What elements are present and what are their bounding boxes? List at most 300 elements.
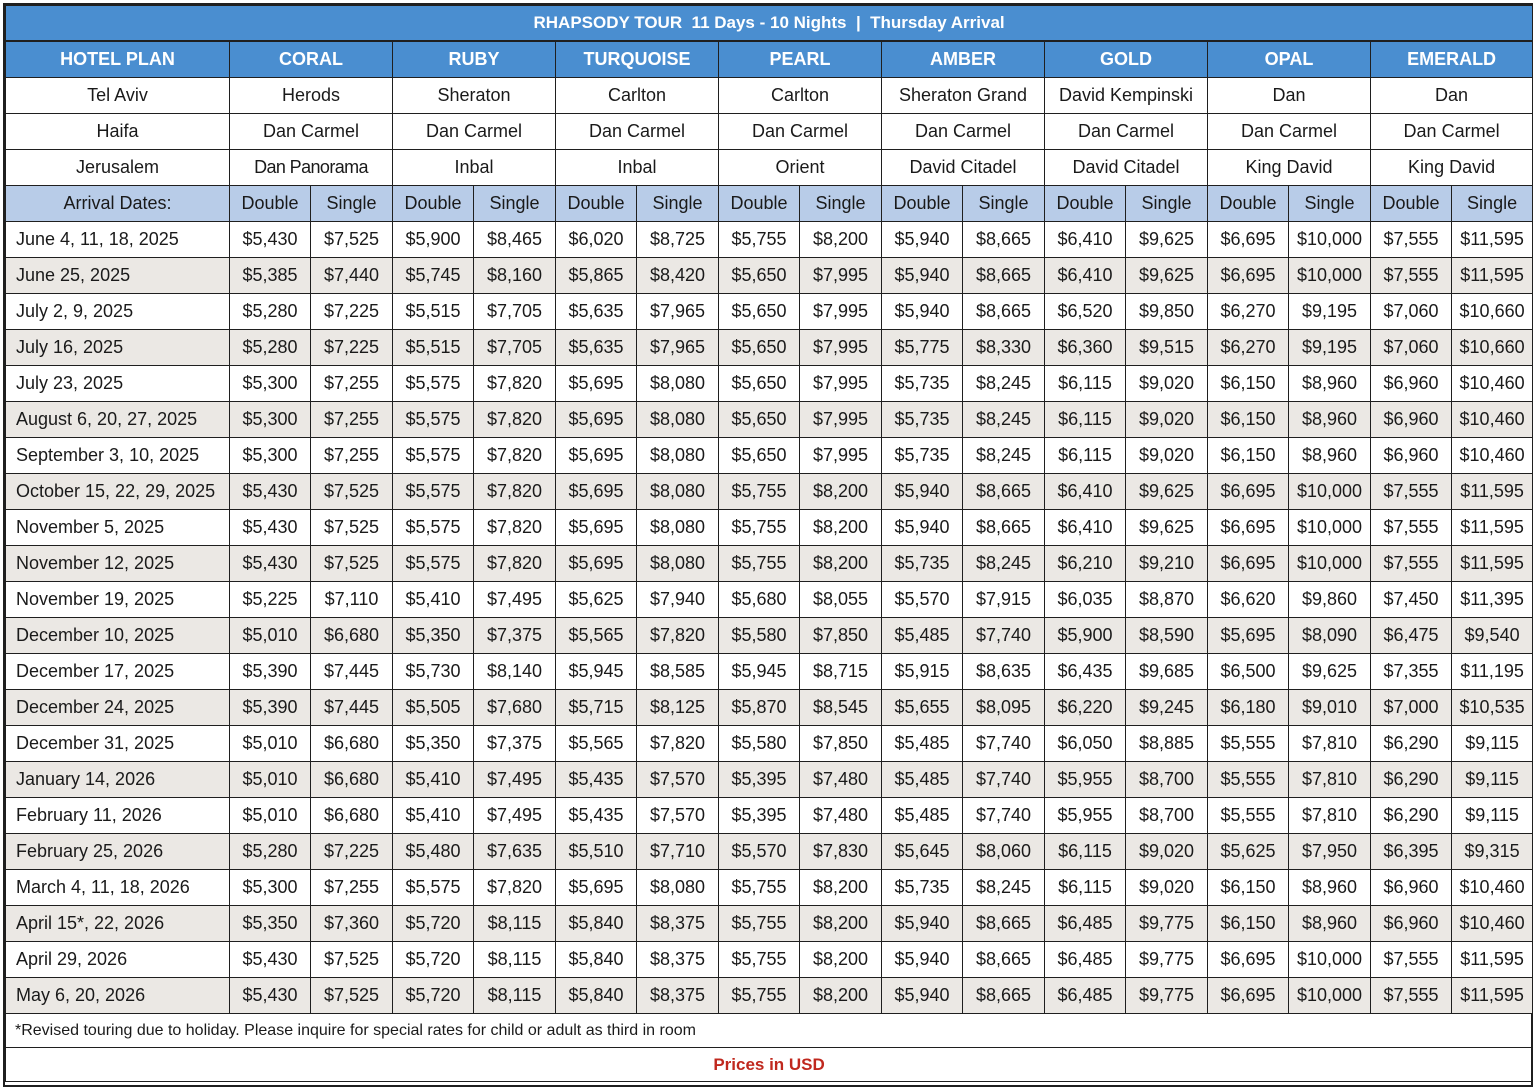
single-price-cell: $7,680: [474, 690, 556, 726]
double-price-cell: $6,150: [1208, 906, 1289, 942]
single-price-cell: $9,775: [1126, 906, 1208, 942]
single-price-cell: $7,995: [800, 438, 882, 474]
single-price-cell: $7,850: [800, 618, 882, 654]
plan-header-amber: AMBER: [882, 41, 1045, 78]
single-price-cell: $10,000: [1289, 978, 1371, 1014]
double-price-cell: $5,390: [230, 690, 311, 726]
double-price-cell: $5,555: [1208, 798, 1289, 834]
double-price-cell: $5,435: [556, 798, 637, 834]
single-price-cell: $10,660: [1452, 330, 1533, 366]
table-row: [6, 366, 1533, 402]
single-price-cell: $9,115: [1452, 798, 1533, 834]
footnote-row: [6, 1014, 1533, 1048]
arrival-date-cell: May 6, 20, 2026: [6, 978, 230, 1014]
double-price-cell: $5,430: [230, 510, 311, 546]
hotel-name-cell: Dan: [1371, 78, 1533, 114]
double-price-cell: $5,280: [230, 330, 311, 366]
double-price-cell: $5,410: [393, 582, 474, 618]
single-price-cell: $7,820: [474, 366, 556, 402]
double-price-cell: $6,960: [1371, 402, 1452, 438]
double-price-cell: $5,735: [882, 546, 963, 582]
single-price-cell: $8,465: [474, 222, 556, 258]
hotel-name-cell: Dan Carmel: [1371, 114, 1533, 150]
double-price-cell: $5,010: [230, 618, 311, 654]
double-price-cell: $5,430: [230, 978, 311, 1014]
double-price-cell: $6,150: [1208, 870, 1289, 906]
single-price-cell: $8,115: [474, 978, 556, 1014]
single-price-cell: $9,860: [1289, 582, 1371, 618]
double-price-cell: $5,755: [719, 942, 800, 978]
single-price-cell: $9,195: [1289, 294, 1371, 330]
double-price-cell: $5,300: [230, 870, 311, 906]
single-price-cell: $7,820: [474, 510, 556, 546]
city-label: Tel Aviv: [6, 78, 230, 114]
single-price-cell: $8,375: [637, 978, 719, 1014]
arrival-date-cell: February 25, 2026: [6, 834, 230, 870]
single-price-cell: $7,820: [474, 402, 556, 438]
double-price-cell: $5,570: [719, 834, 800, 870]
double-price-cell: $5,940: [882, 294, 963, 330]
single-price-cell: $8,725: [637, 222, 719, 258]
single-price-cell: $7,495: [474, 762, 556, 798]
single-price-cell: $10,660: [1452, 294, 1533, 330]
double-price-cell: $5,755: [719, 906, 800, 942]
single-price-cell: $7,965: [637, 294, 719, 330]
table-row: [6, 222, 1533, 258]
double-price-cell: $5,410: [393, 798, 474, 834]
hotel-name-cell: Herods: [230, 78, 393, 114]
single-price-cell: $8,420: [637, 258, 719, 294]
single-price-cell: $7,570: [637, 798, 719, 834]
single-price-cell: $9,115: [1452, 726, 1533, 762]
double-price-cell: $5,940: [882, 978, 963, 1014]
table-row: [6, 618, 1533, 654]
arrival-date-cell: October 15, 22, 29, 2025: [6, 474, 230, 510]
double-price-cell: $6,960: [1371, 870, 1452, 906]
single-price-cell: $8,080: [637, 402, 719, 438]
table-row: [6, 798, 1533, 834]
double-price-cell: $5,840: [556, 906, 637, 942]
double-price-cell: $5,940: [882, 222, 963, 258]
single-price-cell: $10,460: [1452, 438, 1533, 474]
double-price-cell: $7,555: [1371, 978, 1452, 1014]
double-price-cell: $5,430: [230, 546, 311, 582]
single-price-cell: $7,740: [963, 726, 1045, 762]
price-table-sheet: [3, 3, 1533, 1087]
single-price-cell: $11,395: [1452, 582, 1533, 618]
single-price-cell: $7,995: [800, 402, 882, 438]
hotel-name-cell: Dan Panorama: [230, 150, 393, 186]
single-price-cell: $8,095: [963, 690, 1045, 726]
double-price-cell: $6,150: [1208, 438, 1289, 474]
double-price-cell: $6,475: [1371, 618, 1452, 654]
single-price-cell: $8,665: [963, 978, 1045, 1014]
plan-header-gold: GOLD: [1045, 41, 1208, 78]
double-price-cell: $5,695: [556, 870, 637, 906]
single-price-cell: $11,595: [1452, 546, 1533, 582]
single-price-cell: $8,665: [963, 906, 1045, 942]
single-price-cell: $8,545: [800, 690, 882, 726]
single-price-cell: $7,950: [1289, 834, 1371, 870]
single-price-cell: $10,000: [1289, 546, 1371, 582]
single-price-cell: $7,820: [474, 438, 556, 474]
single-price-cell: $8,080: [637, 510, 719, 546]
single-price-cell: $11,595: [1452, 942, 1533, 978]
single-price-cell: $8,080: [637, 474, 719, 510]
double-price-cell: $5,695: [556, 546, 637, 582]
table-row: [6, 294, 1533, 330]
double-price-cell: $6,035: [1045, 582, 1126, 618]
double-price-cell: $5,940: [882, 474, 963, 510]
single-price-cell: $8,245: [963, 366, 1045, 402]
double-price-cell: $5,695: [1208, 618, 1289, 654]
single-price-cell: $7,480: [800, 762, 882, 798]
single-price-cell: $10,535: [1452, 690, 1533, 726]
single-price-cell: $8,080: [637, 546, 719, 582]
single-price-cell: $8,245: [963, 546, 1045, 582]
double-price-cell: $5,840: [556, 942, 637, 978]
double-price-cell: $5,775: [882, 330, 963, 366]
hotel-name-cell: Dan Carmel: [882, 114, 1045, 150]
single-price-cell: $9,515: [1126, 330, 1208, 366]
single-price-cell: $7,740: [963, 798, 1045, 834]
arrival-date-cell: July 23, 2025: [6, 366, 230, 402]
double-price-cell: $6,695: [1208, 222, 1289, 258]
single-price-cell: $8,665: [963, 258, 1045, 294]
hotel-name-cell: Dan Carmel: [393, 114, 556, 150]
single-price-cell: $7,445: [311, 690, 393, 726]
price-table: [5, 5, 1533, 1082]
plan-header-opal: OPAL: [1208, 41, 1371, 78]
single-price-cell: $8,375: [637, 906, 719, 942]
single-price-cell: $9,020: [1126, 402, 1208, 438]
double-price-cell: $6,960: [1371, 438, 1452, 474]
single-price-cell: $8,715: [800, 654, 882, 690]
double-price-cell: $5,575: [393, 438, 474, 474]
table-row: [6, 402, 1533, 438]
table-row: [6, 546, 1533, 582]
double-price-cell: $5,695: [556, 510, 637, 546]
double-price-cell: $5,515: [393, 330, 474, 366]
arrival-date-cell: July 2, 9, 2025: [6, 294, 230, 330]
single-price-cell: $7,830: [800, 834, 882, 870]
double-price-cell: $7,000: [1371, 690, 1452, 726]
double-price-cell: $6,695: [1208, 546, 1289, 582]
single-price-cell: $7,480: [800, 798, 882, 834]
double-price-cell: $6,695: [1208, 978, 1289, 1014]
double-price-cell: $6,150: [1208, 402, 1289, 438]
double-price-cell: $7,555: [1371, 546, 1452, 582]
single-price-cell: $8,330: [963, 330, 1045, 366]
single-price-cell: $9,625: [1289, 654, 1371, 690]
double-price-cell: $5,695: [556, 402, 637, 438]
single-price-cell: $8,885: [1126, 726, 1208, 762]
double-price-cell: $5,350: [393, 726, 474, 762]
arrival-date-cell: December 31, 2025: [6, 726, 230, 762]
double-price-cell: $5,510: [556, 834, 637, 870]
single-price-cell: $6,680: [311, 798, 393, 834]
table-row: [6, 510, 1533, 546]
single-price-cell: $8,245: [963, 402, 1045, 438]
single-price-cell: $7,705: [474, 294, 556, 330]
single-price-cell: $7,810: [1289, 798, 1371, 834]
single-price-cell: $8,200: [800, 546, 882, 582]
double-price-cell: $5,735: [882, 366, 963, 402]
single-price-cell: $7,255: [311, 870, 393, 906]
double-price-cell: $5,635: [556, 294, 637, 330]
city-label: Jerusalem: [6, 150, 230, 186]
plan-header-coral: CORAL: [230, 41, 393, 78]
single-header: Single: [1126, 186, 1208, 222]
double-price-cell: $5,280: [230, 834, 311, 870]
double-price-cell: $5,575: [393, 546, 474, 582]
double-price-cell: $6,695: [1208, 942, 1289, 978]
single-price-cell: $9,020: [1126, 366, 1208, 402]
single-header: Single: [1289, 186, 1371, 222]
double-price-cell: $5,570: [882, 582, 963, 618]
city-label: Haifa: [6, 114, 230, 150]
double-price-cell: $5,350: [230, 906, 311, 942]
double-price-cell: $6,695: [1208, 510, 1289, 546]
single-price-cell: $8,960: [1289, 366, 1371, 402]
single-price-cell: $10,000: [1289, 474, 1371, 510]
double-price-cell: $5,715: [556, 690, 637, 726]
table-row: [6, 942, 1533, 978]
single-price-cell: $8,115: [474, 906, 556, 942]
hotel-name-cell: David Citadel: [882, 150, 1045, 186]
single-price-cell: $7,525: [311, 546, 393, 582]
double-price-cell: $5,695: [556, 474, 637, 510]
table-row: [6, 474, 1533, 510]
double-price-cell: $6,410: [1045, 258, 1126, 294]
single-price-cell: $8,590: [1126, 618, 1208, 654]
single-price-cell: $10,460: [1452, 906, 1533, 942]
single-price-cell: $7,635: [474, 834, 556, 870]
single-price-cell: $7,965: [637, 330, 719, 366]
single-price-cell: $7,850: [800, 726, 882, 762]
double-price-cell: $5,575: [393, 870, 474, 906]
double-price-cell: $6,620: [1208, 582, 1289, 618]
single-price-cell: $7,740: [963, 762, 1045, 798]
double-price-cell: $5,350: [393, 618, 474, 654]
double-price-cell: $6,410: [1045, 510, 1126, 546]
single-price-cell: $8,200: [800, 474, 882, 510]
single-price-cell: $11,595: [1452, 258, 1533, 294]
hotel-name-cell: David Citadel: [1045, 150, 1208, 186]
single-price-cell: $9,115: [1452, 762, 1533, 798]
double-price-cell: $5,515: [393, 294, 474, 330]
double-price-cell: $5,480: [393, 834, 474, 870]
hotel-name-cell: Sheraton: [393, 78, 556, 114]
double-price-cell: $5,650: [719, 402, 800, 438]
single-price-cell: $10,000: [1289, 510, 1371, 546]
single-price-cell: $7,225: [311, 330, 393, 366]
single-price-cell: $9,850: [1126, 294, 1208, 330]
table-row: [6, 978, 1533, 1014]
table-row: [6, 582, 1533, 618]
double-price-cell: $6,520: [1045, 294, 1126, 330]
single-price-cell: $7,525: [311, 942, 393, 978]
single-price-cell: $9,195: [1289, 330, 1371, 366]
double-price-cell: $5,735: [882, 438, 963, 474]
single-price-cell: $7,820: [474, 474, 556, 510]
single-price-cell: $8,060: [963, 834, 1045, 870]
single-price-cell: $9,020: [1126, 834, 1208, 870]
double-price-cell: $7,555: [1371, 474, 1452, 510]
single-price-cell: $7,255: [311, 438, 393, 474]
double-price-cell: $5,945: [719, 654, 800, 690]
double-price-cell: $5,485: [882, 726, 963, 762]
single-price-cell: $7,995: [800, 366, 882, 402]
single-price-cell: $7,940: [637, 582, 719, 618]
single-price-cell: $10,000: [1289, 942, 1371, 978]
double-price-cell: $7,555: [1371, 258, 1452, 294]
hotel-name-cell: Inbal: [393, 150, 556, 186]
single-price-cell: $8,200: [800, 510, 882, 546]
table-row: [6, 258, 1533, 294]
double-price-cell: $5,395: [719, 798, 800, 834]
single-price-cell: $8,665: [963, 222, 1045, 258]
double-price-cell: $5,430: [230, 222, 311, 258]
single-price-cell: $8,080: [637, 366, 719, 402]
arrival-date-cell: June 25, 2025: [6, 258, 230, 294]
single-price-cell: $8,200: [800, 978, 882, 1014]
arrival-date-cell: December 24, 2025: [6, 690, 230, 726]
single-header: Single: [637, 186, 719, 222]
plan-header-emerald: EMERALD: [1371, 41, 1533, 78]
double-price-cell: $5,900: [1045, 618, 1126, 654]
single-price-cell: $7,995: [800, 330, 882, 366]
double-price-cell: $5,655: [882, 690, 963, 726]
single-price-cell: $6,680: [311, 762, 393, 798]
double-price-cell: $5,755: [719, 510, 800, 546]
hotel-name-cell: King David: [1371, 150, 1533, 186]
single-price-cell: $7,445: [311, 654, 393, 690]
plan-header-ruby: RUBY: [393, 41, 556, 78]
double-price-cell: $5,575: [393, 366, 474, 402]
double-price-cell: $5,915: [882, 654, 963, 690]
hotel-name-cell: Dan: [1208, 78, 1371, 114]
double-price-cell: $5,580: [719, 726, 800, 762]
hotel-name-cell: Dan Carmel: [1045, 114, 1208, 150]
double-price-cell: $6,290: [1371, 762, 1452, 798]
single-price-cell: $7,225: [311, 294, 393, 330]
double-price-cell: $7,450: [1371, 582, 1452, 618]
double-price-cell: $5,745: [393, 258, 474, 294]
single-price-cell: $8,115: [474, 942, 556, 978]
double-price-cell: $5,645: [882, 834, 963, 870]
double-price-cell: $6,050: [1045, 726, 1126, 762]
single-price-cell: $8,665: [963, 942, 1045, 978]
single-price-cell: $11,595: [1452, 222, 1533, 258]
double-price-cell: $5,385: [230, 258, 311, 294]
double-price-cell: $5,575: [393, 474, 474, 510]
double-price-cell: $5,865: [556, 258, 637, 294]
single-price-cell: $9,625: [1126, 222, 1208, 258]
single-price-cell: $7,495: [474, 798, 556, 834]
double-price-cell: $5,730: [393, 654, 474, 690]
double-price-cell: $5,840: [556, 978, 637, 1014]
double-price-cell: $5,755: [719, 978, 800, 1014]
single-price-cell: $7,255: [311, 402, 393, 438]
single-price-cell: $7,525: [311, 978, 393, 1014]
double-price-cell: $5,955: [1045, 798, 1126, 834]
double-price-cell: $5,410: [393, 762, 474, 798]
single-price-cell: $7,255: [311, 366, 393, 402]
double-price-cell: $5,755: [719, 546, 800, 582]
single-price-cell: $9,315: [1452, 834, 1533, 870]
double-price-cell: $6,180: [1208, 690, 1289, 726]
single-price-cell: $7,110: [311, 582, 393, 618]
double-price-cell: $5,940: [882, 942, 963, 978]
single-price-cell: $7,710: [637, 834, 719, 870]
single-price-cell: $7,525: [311, 510, 393, 546]
double-price-cell: $6,695: [1208, 474, 1289, 510]
double-price-cell: $6,220: [1045, 690, 1126, 726]
double-header: Double: [393, 186, 474, 222]
double-price-cell: $6,960: [1371, 366, 1452, 402]
single-price-cell: $9,775: [1126, 978, 1208, 1014]
hotel-name-cell: Carlton: [556, 78, 719, 114]
double-price-cell: $5,485: [882, 798, 963, 834]
double-price-cell: $6,410: [1045, 474, 1126, 510]
double-price-cell: $5,395: [719, 762, 800, 798]
double-price-cell: $5,225: [230, 582, 311, 618]
single-price-cell: $8,665: [963, 474, 1045, 510]
double-price-cell: $5,650: [719, 366, 800, 402]
double-price-cell: $6,695: [1208, 258, 1289, 294]
single-price-cell: $9,020: [1126, 870, 1208, 906]
table-row: [6, 762, 1533, 798]
single-price-cell: $7,440: [311, 258, 393, 294]
arrival-date-cell: April 15*, 22, 2026: [6, 906, 230, 942]
double-price-cell: $5,650: [719, 258, 800, 294]
double-price-cell: $5,870: [719, 690, 800, 726]
single-price-cell: $8,200: [800, 222, 882, 258]
double-price-cell: $7,355: [1371, 654, 1452, 690]
double-price-cell: $6,410: [1045, 222, 1126, 258]
double-price-cell: $6,270: [1208, 330, 1289, 366]
single-price-cell: $8,200: [800, 942, 882, 978]
single-price-cell: $11,595: [1452, 510, 1533, 546]
table-title: RHAPSODY TOUR 11 Days - 10 Nights | Thursday Arrival: [6, 6, 1533, 42]
double-price-cell: $6,150: [1208, 366, 1289, 402]
currency-row: [6, 1048, 1533, 1082]
double-price-cell: $5,755: [719, 222, 800, 258]
single-price-cell: $11,595: [1452, 474, 1533, 510]
single-price-cell: $7,810: [1289, 726, 1371, 762]
single-price-cell: $7,495: [474, 582, 556, 618]
hotel-row-haifa: [6, 114, 1533, 150]
single-price-cell: $7,915: [963, 582, 1045, 618]
double-price-cell: $5,555: [1208, 762, 1289, 798]
single-header: Single: [474, 186, 556, 222]
double-price-cell: $6,115: [1045, 438, 1126, 474]
single-price-cell: $7,820: [637, 726, 719, 762]
single-price-cell: $8,090: [1289, 618, 1371, 654]
hotel-name-cell: Dan Carmel: [719, 114, 882, 150]
double-price-cell: $5,390: [230, 654, 311, 690]
double-price-cell: $6,115: [1045, 870, 1126, 906]
single-price-cell: $7,705: [474, 330, 556, 366]
single-price-cell: $8,585: [637, 654, 719, 690]
double-price-cell: $5,485: [882, 618, 963, 654]
double-price-cell: $6,270: [1208, 294, 1289, 330]
single-price-cell: $9,625: [1126, 510, 1208, 546]
double-price-cell: $7,555: [1371, 942, 1452, 978]
double-price-cell: $7,555: [1371, 510, 1452, 546]
double-price-cell: $5,735: [882, 402, 963, 438]
